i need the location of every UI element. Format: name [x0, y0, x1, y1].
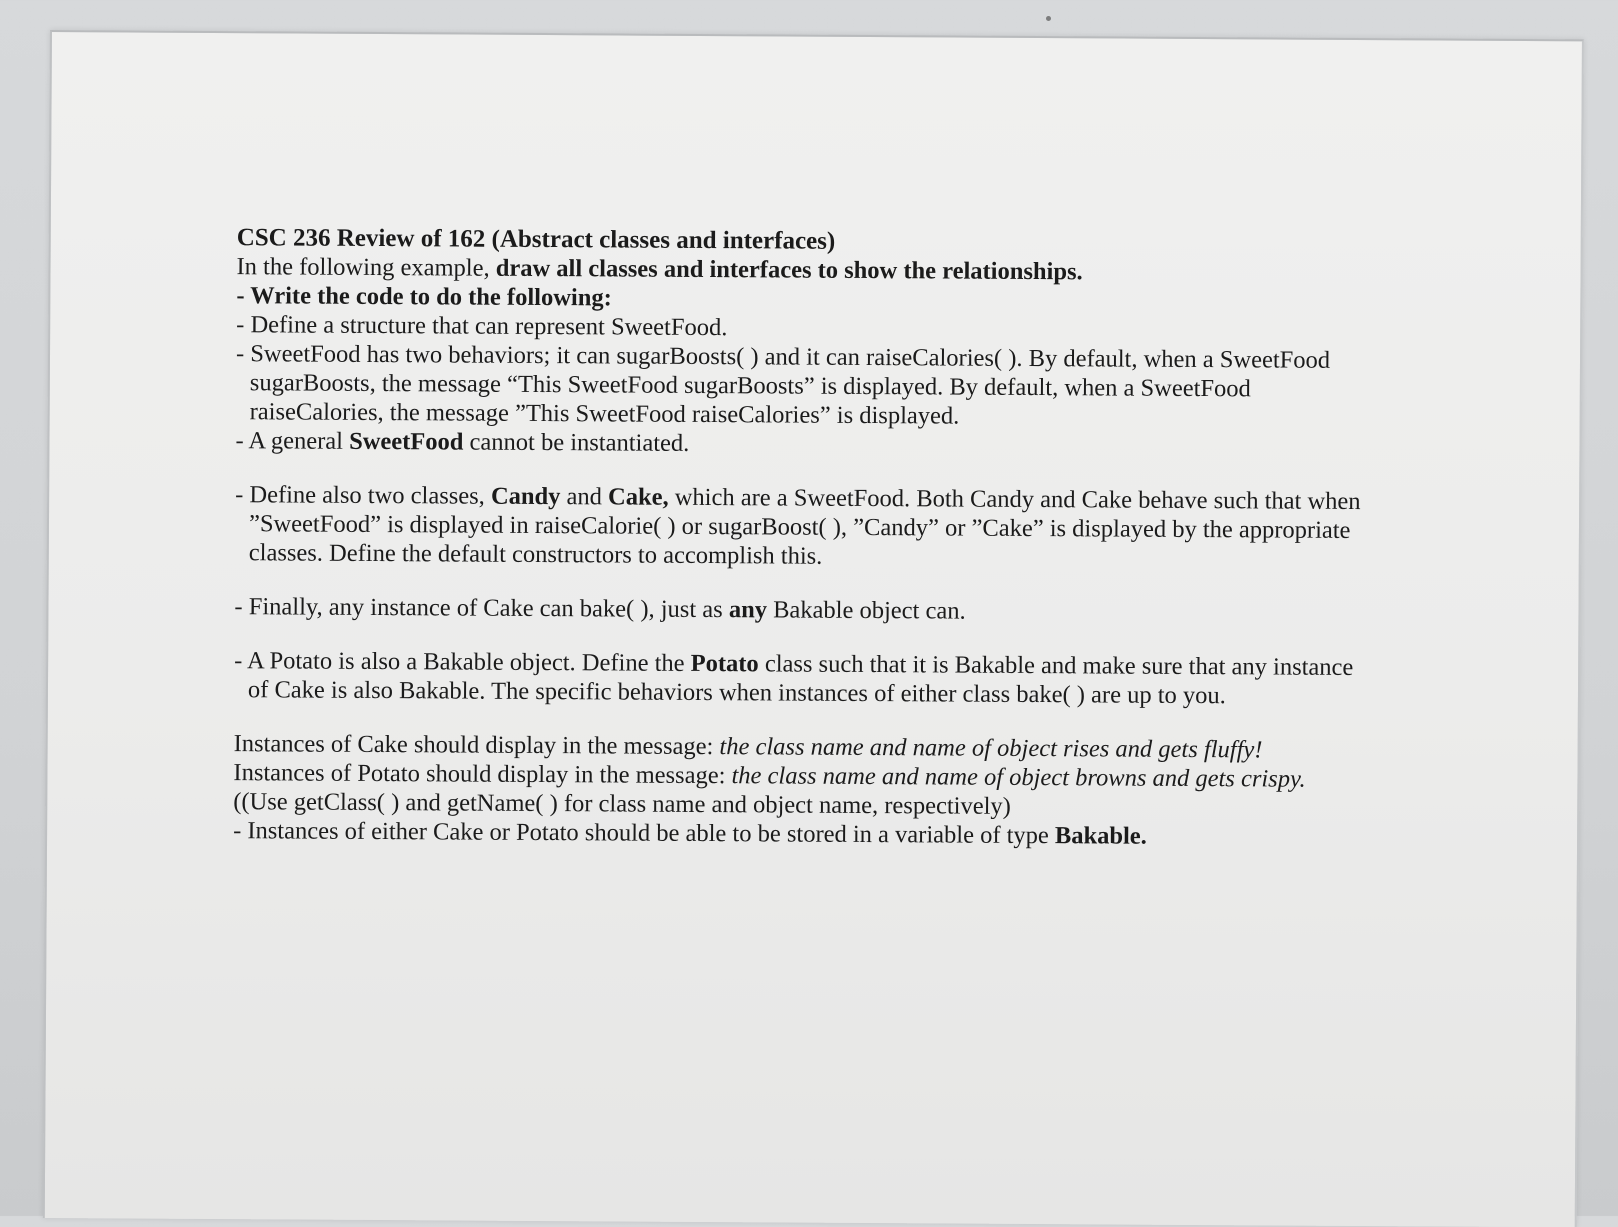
screen-speck — [1046, 16, 1051, 21]
document-title: CSC 236 Review of 162 (Abstract classes and interfaces) — [236, 224, 836, 255]
potato-item — [234, 646, 1364, 711]
general-text-end: cannot be instantiated. — [463, 428, 690, 457]
stored-item — [233, 816, 1363, 852]
paper-sheet — [43, 30, 1584, 1227]
potato-text: - A Potato is also a Bakable object. Define the — [234, 647, 691, 677]
define-classes-and: and — [560, 483, 609, 511]
cake-bold-text: Cake, — [607, 483, 669, 511]
cake-message-text: Instances of Cake should display in the message: — [233, 730, 720, 761]
potato-message-italic: the class name and name of object browns and gets crispy. — [731, 762, 1306, 793]
assignment-text — [233, 223, 1367, 852]
general-bold-text: SweetFood — [349, 427, 464, 456]
define-classes-text-end: which are a SweetFood. Both Candy and Cake behave such that when ”SweetFood” is displayed in raiseCalorie( ) or sugarBoost( ), ”Candy” or ”Cake” is displayed by the appropriate classes. Define the default constructors to accomplish this. — [248, 483, 1361, 570]
potato-message-text: Instances of Potato should display in the message: — [233, 759, 732, 790]
candy-bold-text: Candy — [490, 482, 561, 511]
finally-bold-text: any — [728, 596, 768, 624]
intro-bold-text: draw all classes and interfaces to show the relationships. — [495, 254, 1083, 286]
potato-message-line — [233, 758, 1363, 823]
behaviors-item: - SweetFood has two behaviors; it can sugarBoosts( ) and it can raiseCalories( ). By default, when a SweetFood sugarBoosts, the message “This SweetFood sugarBoosts” is displayed. By default, when a SweetFood raiseCalories, the message ”This SweetFood raiseCalories” is displayed. — [235, 340, 1331, 430]
stored-text: - Instances of either Cake or Potato should be able to be stored in a variable of type — [233, 817, 1056, 850]
define-classes-item — [235, 480, 1366, 574]
cake-message-italic: the class name and name of object rises and gets fluffy! — [719, 733, 1263, 764]
define-classes-text: - Define also two classes, — [235, 481, 492, 510]
write-code-heading: - Write the code to do the following: — [236, 282, 612, 312]
potato-message-text-end: ((Use getClass( ) and getName( ) for class name and object name, respectively) — [233, 788, 1011, 820]
intro-text: In the following example, — [236, 253, 496, 282]
general-text: - A general — [235, 427, 350, 455]
potato-bold-text: Potato — [690, 649, 759, 678]
stored-bold-text: Bakable. — [1054, 822, 1147, 850]
finally-text: - Finally, any instance of Cake can bake( ), just as — [234, 593, 729, 624]
define-structure-item: - Define a structure that can represent SweetFood. — [236, 311, 728, 342]
finally-text-end: Bakable object can. — [766, 596, 966, 625]
potato-text-end: class such that it is Bakable and make sure that any instance of Cake is also Bakable. The specific behaviors when instances of either class bake( ) are up to you. — [247, 650, 1354, 710]
